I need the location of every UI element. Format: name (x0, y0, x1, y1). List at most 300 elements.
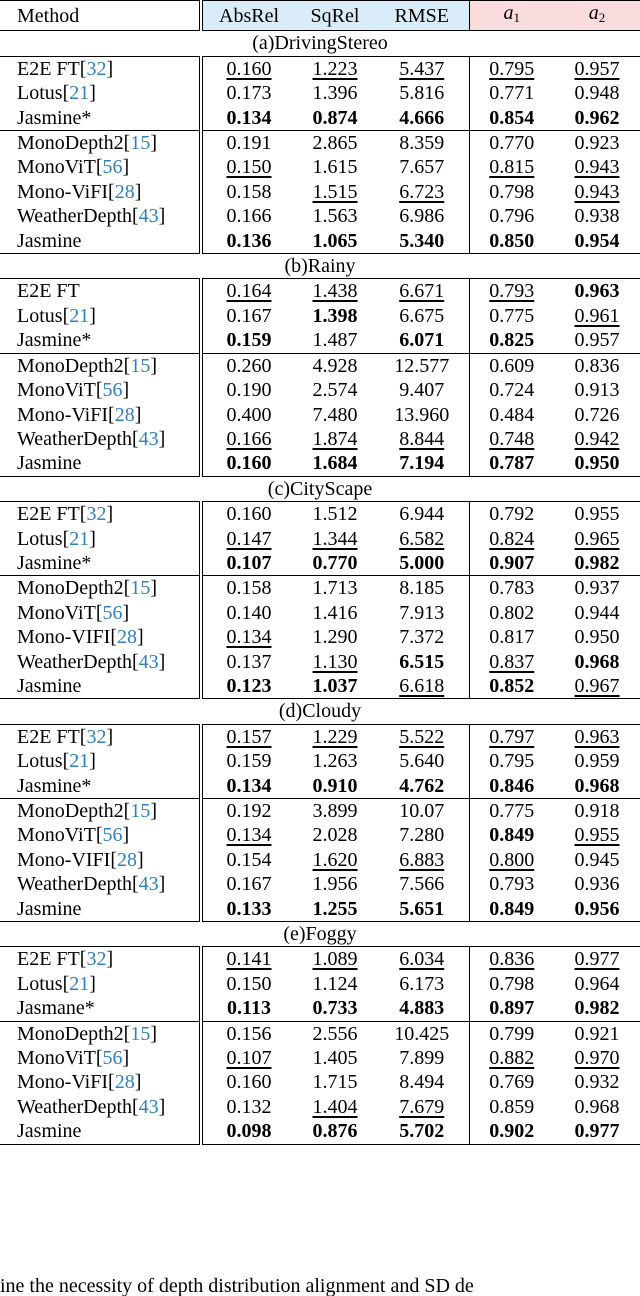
metric-value: 0.147 (226, 527, 272, 550)
metric-value: 0.825 (489, 329, 535, 352)
value-cell (554, 576, 640, 601)
method-cell (0, 279, 201, 304)
value-cell (554, 81, 640, 105)
metric-value: 10.425 (394, 1022, 450, 1045)
method-name: MonoViT (17, 824, 96, 847)
method-cell: WeatherDepth[43] (0, 1095, 201, 1119)
value-cell (201, 304, 295, 328)
citation-link[interactable]: 15 (130, 354, 151, 377)
metric-value: 6.618 (399, 674, 445, 697)
metric-value: 0.836 (574, 354, 620, 377)
method-cell: MonoViT[56] (0, 155, 201, 179)
value-cell (554, 1021, 640, 1046)
table-row (0, 304, 640, 328)
header-a2-symbol: a (588, 2, 599, 24)
table-row (0, 749, 640, 773)
value-cell (201, 155, 295, 179)
value-cell (469, 304, 554, 328)
method-cell: Lotus[21] (0, 304, 201, 328)
method-cell: MonoDepth2[15] (0, 1021, 201, 1046)
section-title: (e)Foggy (0, 922, 640, 947)
metric-value: 1.223 (312, 57, 358, 80)
value-cell (469, 1046, 554, 1070)
value-cell (375, 823, 469, 847)
metric-value: 6.071 (399, 329, 445, 352)
metric-value: 0.787 (489, 452, 535, 475)
value-cell (295, 155, 375, 179)
method-cell: MonoDepth2[15] (0, 131, 201, 156)
value-cell (295, 502, 375, 527)
citation-link[interactable]: 28 (114, 180, 135, 203)
value-cell (295, 724, 375, 749)
method-name: WeatherDepth (17, 1095, 132, 1118)
value-cell (201, 650, 295, 674)
citation-link[interactable]: 21 (69, 527, 90, 550)
value-cell (469, 947, 554, 972)
value-cell (554, 947, 640, 972)
citation-link[interactable]: 28 (117, 848, 138, 871)
metric-value: 1.065 (312, 229, 358, 252)
citation-link[interactable]: 28 (117, 626, 138, 649)
value-cell (469, 650, 554, 674)
value-cell (201, 131, 295, 156)
table-row (0, 897, 640, 922)
metric-value: 0.938 (574, 205, 620, 228)
citation-link[interactable]: 43 (138, 427, 159, 450)
metric-value: 0.159 (226, 329, 272, 352)
method-cell: MonoViT[56] (0, 378, 201, 402)
metric-value: 1.715 (312, 1071, 358, 1094)
metric-value: 1.438 (312, 280, 358, 303)
value-cell (201, 799, 295, 824)
metric-value: 8.494 (399, 1071, 445, 1094)
method-name: Lotus (17, 82, 63, 105)
table-row (0, 328, 640, 353)
value-cell (375, 749, 469, 773)
value-cell (554, 1095, 640, 1119)
metric-value: 0.959 (574, 750, 620, 773)
value-cell (469, 131, 554, 156)
value-cell (469, 204, 554, 228)
metric-value: 0.190 (226, 379, 272, 402)
value-cell (554, 1070, 640, 1094)
section-row (0, 922, 640, 947)
citation-link[interactable]: 21 (69, 972, 90, 995)
metric-value: 0.173 (226, 82, 272, 105)
metric-value: 1.344 (312, 527, 358, 550)
value-cell (469, 1119, 554, 1144)
metric-value: 0.936 (574, 873, 620, 896)
method-cell (0, 229, 201, 254)
metric-value: 0.141 (226, 948, 272, 971)
table-row (0, 1021, 640, 1046)
value-cell (554, 427, 640, 451)
metric-value: 0.796 (489, 205, 535, 228)
table-row (0, 131, 640, 156)
value-cell (375, 403, 469, 427)
value-cell (554, 328, 640, 353)
citation-link[interactable]: 56 (102, 601, 123, 624)
method-cell: MonoViT[56] (0, 823, 201, 847)
value-cell (201, 427, 295, 451)
method-name: Jasmine* (17, 551, 92, 574)
value-cell (375, 304, 469, 328)
method-cell: WeatherDepth[43] (0, 872, 201, 896)
metric-value: 0.837 (489, 650, 535, 673)
method-cell: Lotus[21] (0, 81, 201, 105)
section-title: (b)Rainy (0, 254, 640, 279)
citation-link[interactable]: 43 (138, 873, 159, 896)
metric-value: 0.798 (489, 180, 535, 203)
method-cell: E2E FT[32] (0, 947, 201, 972)
value-cell (375, 724, 469, 749)
method-cell: E2E FT[32] (0, 56, 201, 81)
metric-value: 8.185 (399, 577, 445, 600)
citation-link[interactable]: 15 (130, 577, 151, 600)
method-name: Lotus (17, 527, 63, 550)
metric-value: 0.943 (574, 156, 620, 179)
section-row (0, 476, 640, 501)
metric-value: 0.166 (226, 205, 272, 228)
value-cell (201, 527, 295, 551)
method-cell: Lotus[21] (0, 527, 201, 551)
metric-value: 0.846 (489, 774, 535, 797)
metric-value: 0.968 (574, 1095, 620, 1118)
value-cell (375, 451, 469, 476)
citation-link[interactable]: 21 (69, 82, 90, 105)
metric-value: 0.815 (489, 156, 535, 179)
metric-value: 5.000 (399, 551, 445, 574)
table-row (0, 625, 640, 649)
metric-value: 0.965 (574, 527, 620, 550)
method-name: WeatherDepth (17, 427, 132, 450)
method-cell (0, 897, 201, 922)
metric-value: 0.913 (574, 379, 620, 402)
metric-value: 0.166 (226, 427, 272, 450)
value-cell (201, 502, 295, 527)
value-cell (295, 353, 375, 378)
metric-value: 0.400 (226, 403, 272, 426)
metric-value: 10.07 (399, 800, 445, 822)
metric-value: 0.793 (489, 873, 535, 896)
value-cell (554, 972, 640, 996)
metric-value: 1.130 (312, 650, 358, 673)
metric-value: 6.515 (399, 650, 445, 673)
method-name: MonoDepth2 (17, 577, 124, 600)
metric-value: 4.762 (399, 774, 445, 797)
metric-value: 6.944 (399, 503, 445, 526)
value-cell (201, 972, 295, 996)
value-cell (469, 1021, 554, 1046)
value-cell (375, 229, 469, 254)
table-row (0, 353, 640, 378)
method-name: E2E FT (17, 280, 80, 303)
metric-value: 0.134 (226, 824, 272, 847)
table-header-row (0, 1, 640, 31)
table-row (0, 229, 640, 254)
section-title: (c)CityScape (0, 476, 640, 501)
citation-link[interactable]: 15 (130, 132, 151, 155)
method-cell: MonoDepth2[15] (0, 353, 201, 378)
metric-value: 5.651 (399, 897, 445, 920)
method-name: MonoDepth2 (17, 354, 124, 377)
metric-value: 0.795 (489, 750, 535, 773)
method-name: Jasmine* (17, 329, 92, 352)
metric-value: 12.577 (394, 354, 450, 377)
metric-value: 0.158 (226, 577, 272, 600)
value-cell (295, 328, 375, 353)
metric-value: 7.566 (399, 873, 445, 896)
method-cell (0, 674, 201, 699)
metric-value: 1.512 (312, 503, 358, 526)
metric-value: 0.918 (574, 800, 620, 822)
method-name: Jasmine (17, 1120, 82, 1143)
value-cell (375, 972, 469, 996)
citation-link[interactable]: 43 (138, 1095, 159, 1118)
citation-link[interactable]: 43 (138, 650, 159, 673)
metric-value: 0.134 (226, 106, 272, 129)
citation-link[interactable]: 32 (86, 503, 107, 526)
metric-value: 0.797 (489, 725, 535, 748)
value-cell (295, 180, 375, 204)
value-cell (554, 551, 640, 576)
value-cell (469, 848, 554, 872)
value-cell (295, 81, 375, 105)
metric-value: 0.817 (489, 626, 535, 649)
citation-link[interactable]: 56 (102, 824, 123, 847)
table-row (0, 799, 640, 824)
metric-value: 7.657 (399, 156, 445, 179)
citation-link[interactable]: 43 (138, 205, 159, 228)
method-cell (0, 774, 201, 799)
metric-value: 1.563 (312, 205, 358, 228)
value-cell (375, 1021, 469, 1046)
metric-value: 0.942 (574, 427, 620, 450)
value-cell (554, 1046, 640, 1070)
metric-value: 0.793 (489, 280, 535, 303)
metric-value: 7.194 (399, 452, 445, 475)
metric-value: 6.986 (399, 205, 445, 228)
metric-value: 0.609 (489, 354, 535, 377)
citation-link[interactable]: 32 (86, 57, 107, 80)
value-cell (295, 527, 375, 551)
metric-value: 0.874 (312, 106, 358, 129)
value-cell (469, 601, 554, 625)
metric-value: 7.280 (399, 824, 445, 847)
value-cell (201, 81, 295, 105)
header-a1-subscript: 1 (513, 10, 520, 25)
value-cell (469, 1070, 554, 1094)
value-cell (375, 674, 469, 699)
value-cell (295, 1021, 375, 1046)
metric-value: 1.290 (312, 626, 358, 649)
value-cell (375, 81, 469, 105)
table-row (0, 1070, 640, 1094)
citation-link[interactable]: 56 (102, 379, 123, 402)
value-cell (295, 204, 375, 228)
value-cell (201, 774, 295, 799)
metric-value: 0.775 (489, 304, 535, 327)
metric-value: 4.883 (399, 997, 445, 1020)
value-cell (375, 427, 469, 451)
value-cell (469, 972, 554, 996)
value-cell (201, 872, 295, 896)
table-row (0, 81, 640, 105)
metric-value: 0.799 (489, 1022, 535, 1045)
value-cell (375, 131, 469, 156)
metric-value: 0.164 (226, 280, 272, 303)
metric-value: 1.487 (312, 329, 358, 352)
metric-value: 0.968 (574, 774, 620, 797)
value-cell (469, 502, 554, 527)
metric-value: 0.160 (226, 57, 272, 80)
value-cell (469, 180, 554, 204)
metric-value: 0.902 (489, 1120, 535, 1143)
value-cell (554, 56, 640, 81)
citation-link[interactable]: 32 (86, 725, 107, 748)
value-cell (375, 848, 469, 872)
metric-value: 0.961 (574, 304, 620, 327)
method-cell: Lotus[21] (0, 749, 201, 773)
value-cell (375, 155, 469, 179)
header-sqrel: SqRel (295, 1, 375, 31)
method-name: WeatherDepth (17, 205, 132, 228)
citation-link[interactable]: 21 (69, 304, 90, 327)
table-row (0, 56, 640, 81)
table-row (0, 972, 640, 996)
metric-value: 0.921 (574, 1022, 620, 1045)
value-cell (201, 106, 295, 131)
method-name: Jasmine* (17, 106, 92, 129)
value-cell (554, 872, 640, 896)
table-body (0, 31, 640, 1144)
value-cell (469, 996, 554, 1021)
value-cell (201, 204, 295, 228)
value-cell (375, 650, 469, 674)
value-cell (201, 328, 295, 353)
table-row (0, 872, 640, 896)
table-row (0, 650, 640, 674)
method-name: Jasmine (17, 674, 82, 697)
citation-link[interactable]: 32 (86, 948, 107, 971)
value-cell (469, 427, 554, 451)
table-row (0, 180, 640, 204)
value-cell (375, 1070, 469, 1094)
value-cell (375, 601, 469, 625)
method-name: E2E FT (17, 948, 80, 971)
value-cell (201, 551, 295, 576)
method-cell (0, 1119, 201, 1144)
metric-value: 7.480 (312, 403, 358, 426)
value-cell (554, 279, 640, 304)
method-name: E2E FT (17, 725, 80, 748)
metric-value: 0.770 (312, 551, 358, 574)
value-cell (554, 601, 640, 625)
metric-value: 7.679 (399, 1095, 445, 1118)
value-cell (201, 576, 295, 601)
metric-value: 0.982 (574, 551, 620, 574)
method-name: WeatherDepth (17, 873, 132, 896)
value-cell (295, 650, 375, 674)
value-cell (375, 1119, 469, 1144)
method-cell: E2E FT[32] (0, 502, 201, 527)
metric-value: 0.134 (226, 626, 272, 649)
metric-value: 0.957 (574, 329, 620, 352)
value-cell (469, 799, 554, 824)
metric-value: 0.955 (574, 824, 620, 847)
metric-value: 8.844 (399, 427, 445, 450)
table-row (0, 279, 640, 304)
metric-value: 1.396 (312, 82, 358, 105)
value-cell (201, 724, 295, 749)
metric-value: 1.089 (312, 948, 358, 971)
metric-value: 0.154 (226, 848, 272, 871)
metric-value: 6.723 (399, 180, 445, 203)
metric-value: 0.945 (574, 848, 620, 871)
metric-value: 0.968 (574, 650, 620, 673)
value-cell (469, 328, 554, 353)
citation-link[interactable]: 15 (130, 800, 151, 822)
citation-link[interactable]: 56 (102, 1047, 123, 1070)
metric-value: 6.883 (399, 848, 445, 871)
method-name: Mono-ViFI (17, 403, 109, 426)
value-cell (469, 403, 554, 427)
value-cell (295, 972, 375, 996)
metric-value: 1.229 (312, 725, 358, 748)
method-name: Mono-VIFI (17, 626, 111, 649)
metric-value: 0.167 (226, 304, 272, 327)
value-cell (375, 799, 469, 824)
value-cell (375, 551, 469, 576)
metric-value: 1.615 (312, 156, 358, 179)
section-title: (a)DrivingStereo (0, 31, 640, 56)
citation-link[interactable]: 28 (114, 1071, 135, 1094)
value-cell (295, 749, 375, 773)
method-name: MonoViT (17, 1047, 96, 1070)
method-cell: WeatherDepth[43] (0, 650, 201, 674)
table-row (0, 1119, 640, 1144)
citation-link[interactable]: 15 (130, 1022, 151, 1045)
citation-link[interactable]: 21 (69, 750, 90, 773)
metric-value: 0.982 (574, 997, 620, 1020)
method-cell (0, 996, 201, 1021)
metric-value: 5.702 (399, 1120, 445, 1143)
value-cell (201, 823, 295, 847)
metric-value: 0.159 (226, 750, 272, 773)
metric-value: 0.134 (226, 774, 272, 797)
value-cell (469, 625, 554, 649)
table-row (0, 106, 640, 131)
method-cell: MonoViT[56] (0, 1046, 201, 1070)
citation-link[interactable]: 56 (102, 156, 123, 179)
value-cell (469, 279, 554, 304)
value-cell (201, 56, 295, 81)
citation-link[interactable]: 28 (114, 403, 135, 426)
value-cell (295, 304, 375, 328)
value-cell (295, 403, 375, 427)
metric-value: 5.340 (399, 229, 445, 252)
value-cell (295, 848, 375, 872)
metric-value: 0.150 (226, 972, 272, 995)
value-cell (554, 650, 640, 674)
value-cell (375, 56, 469, 81)
value-cell (469, 81, 554, 105)
value-cell (469, 378, 554, 402)
value-cell (295, 1095, 375, 1119)
value-cell (375, 947, 469, 972)
value-cell (554, 848, 640, 872)
value-cell (554, 749, 640, 773)
